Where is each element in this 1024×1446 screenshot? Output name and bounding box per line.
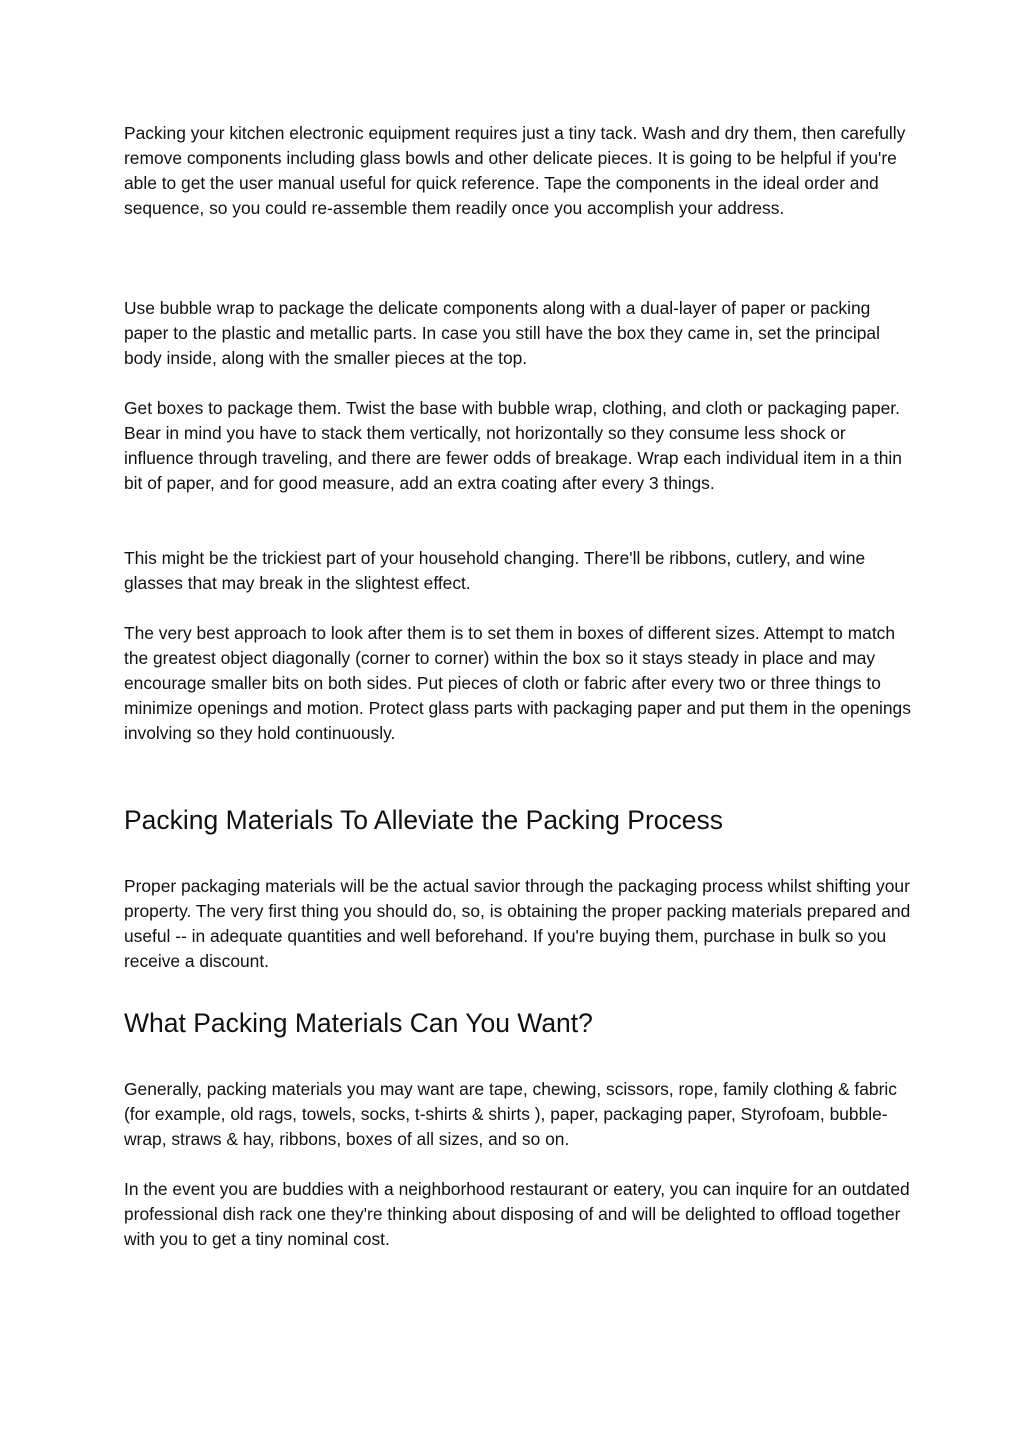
paragraph-get-boxes: Get boxes to package them. Twist the base with bubble wrap, clothing, and cloth or packaging paper. Bear in mind you have to stack them vertically, not horizontally so they consume less shock or influence through traveling, and there are fewer odds of breakage. Wrap each individual item in a thin bit of paper, and for good measure, add an extra coating after every 3 things. — [124, 398, 902, 493]
paragraph-best-approach: The very best approach to look after them is to set them in boxes of different sizes. Attempt to match the greatest object diagonally (corner to corner) within the box so it stays steady in place and may encourage smaller bits on both sides. Put pieces of cloth or fabric after every two or three things to minimize openings and motion. Protect glass parts with packaging paper and put them in the openings involving so they hold continuously. — [124, 623, 911, 743]
paragraph-generally: Generally, packing materials you may want are tape, chewing, scissors, rope, family clothing & fabric (for example, old rags, towels, socks, t-shirts & shirts ), paper, packaging paper, Styrofoam, bubble-wrap, straws & hay, ribbons, boxes of all sizes, and so on. — [124, 1079, 897, 1149]
paragraph-trickiest-part: This might be the trickiest part of your household changing. There'll be ribbons, cutlery, and wine glasses that may break in the slightest effect. — [124, 548, 866, 593]
heading-what-materials: What Packing Materials Can You Want? — [124, 1008, 593, 1038]
paragraph-restaurant: In the event you are buddies with a neighborhood restaurant or eatery, you can inquire for an outdated professional dish rack one they're thinking about disposing of and will be delighted to offload together with you to get a tiny nominal cost. — [124, 1179, 910, 1249]
heading-packing-materials: Packing Materials To Alleviate the Packing Process — [124, 805, 724, 835]
paragraph-kitchen-electronics: Packing your kitchen electronic equipment requires just a tiny tack. Wash and dry them, then carefully remove components including glass bowls and other delicate pieces. It is going to be helpful if you're able to get the user manual useful for quick reference. Tape the components in the ideal order and sequence, so you could re-assemble them readily once you accomplish your address. — [124, 123, 906, 218]
paragraph-proper-packaging: Proper packaging materials will be the actual savior through the packaging process whilst shifting your property. The very first thing you should do, so, is obtaining the proper packing materials prepared and useful -- in adequate quantities and well beforehand. If you're buying them, purchase in bulk so you receive a discount. — [124, 876, 911, 971]
paragraph-bubble-wrap: Use bubble wrap to package the delicate components along with a dual-layer of paper or packing paper to the plastic and metallic parts. In case you still have the box they came in, set the principal body inside, along with the smaller pieces at the top. — [124, 298, 880, 368]
